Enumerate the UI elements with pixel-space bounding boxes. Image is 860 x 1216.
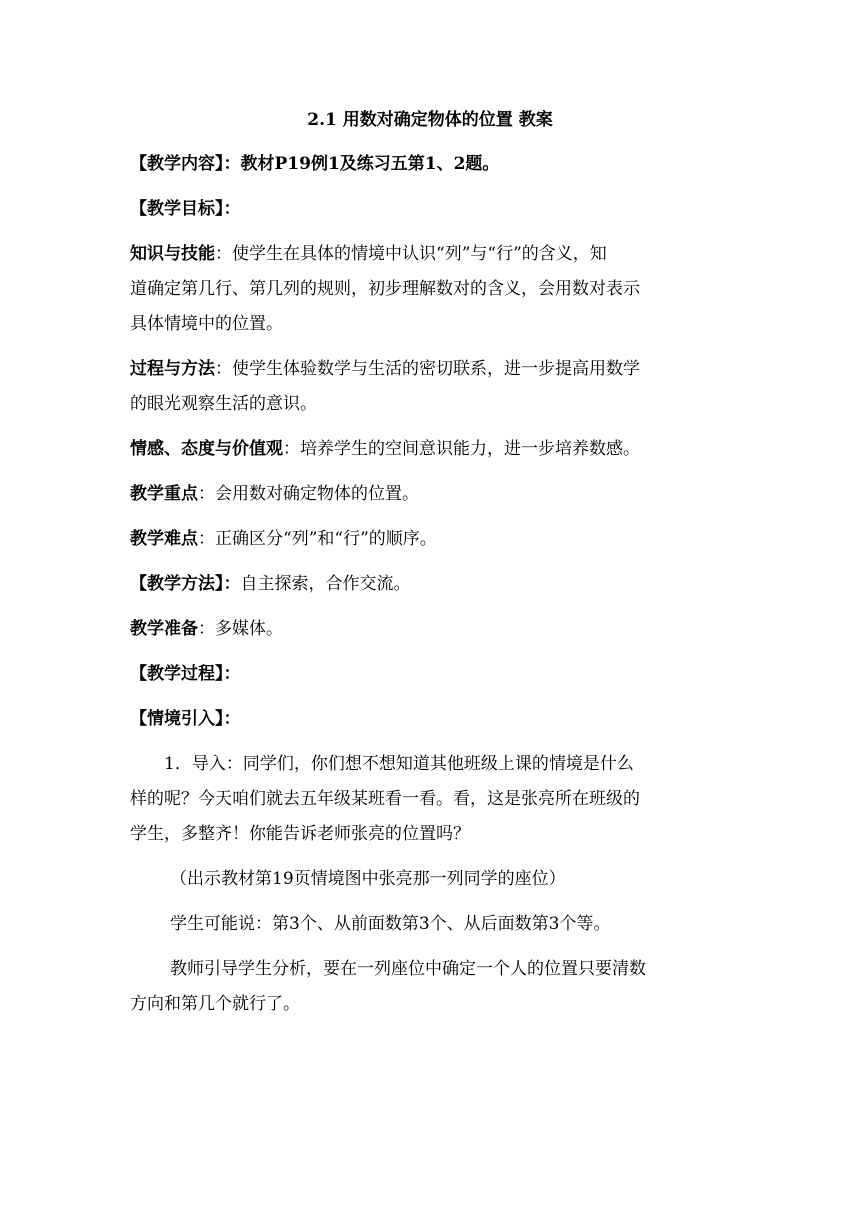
difficulty-label: 教学难点 xyxy=(130,529,198,549)
key-point-text: ：会用数对确定物体的位置。 xyxy=(198,484,419,504)
process-line-1 xyxy=(130,359,730,379)
intro-heading-label: 【情境引入】： xyxy=(130,709,241,729)
preparation-label: 教学准备 xyxy=(130,619,198,639)
intro-heading-row xyxy=(130,709,730,729)
objectives-row xyxy=(130,199,730,219)
knowledge-text-1: ：使学生在具体的情境中认识“列”与“行”的含义，知 xyxy=(215,244,607,264)
process-heading-label: 【教学过程】： xyxy=(130,664,241,684)
show-note: （出示教材第19页情境图中张亮那一列同学的座位） xyxy=(170,869,566,889)
preparation-text: ：多媒体。 xyxy=(198,619,283,639)
teacher-guide-line-2: 方向和第几个就行了。 xyxy=(130,994,300,1014)
attitude-label: 情感、态度与价值观 xyxy=(130,439,283,459)
objectives-label: 【教学目标】： xyxy=(130,199,241,219)
document-title: 2.1 用数对确定物体的位置 教案 xyxy=(307,110,553,130)
intro-line-1: 1．导入：同学们，你们想不想知道其他班级上课的情境是什么 xyxy=(164,754,634,774)
key-point-row xyxy=(130,484,730,504)
knowledge-label: 知识与技能 xyxy=(130,244,215,264)
document-page xyxy=(130,110,730,1014)
content-row xyxy=(130,154,730,174)
content-label: 【教学内容】： xyxy=(130,154,241,174)
method-label: 【教学方法】： xyxy=(130,574,241,594)
process-label: 过程与方法 xyxy=(130,359,215,379)
knowledge-line-2: 道确定第几行、第几列的规则，初步理解数对的含义，会用数对表示 xyxy=(130,279,640,299)
process-line-2: 的眼光观察生活的意识。 xyxy=(130,394,317,414)
method-row xyxy=(130,574,730,594)
knowledge-line-1 xyxy=(130,244,730,264)
attitude-row xyxy=(130,439,730,459)
difficulty-row xyxy=(130,529,730,549)
process-text-1: ：使学生体验数学与生活的密切联系，进一步提高用数学 xyxy=(215,359,640,379)
student-answer: 学生可能说：第3个、从前面数第3个、从后面数第3个等。 xyxy=(170,914,611,934)
process-heading-row xyxy=(130,664,730,684)
difficulty-text: ：正确区分“列”和“行”的顺序。 xyxy=(198,529,437,549)
method-text: 自主探索，合作交流。 xyxy=(240,574,411,594)
content-text: 教材P19例1及练习五第1、2题。 xyxy=(240,154,500,174)
knowledge-line-3: 具体情境中的位置。 xyxy=(130,314,283,334)
preparation-row xyxy=(130,619,730,639)
intro-line-2: 样的呢？今天咱们就去五年级某班看一看。看，这是张亮所在班级的 xyxy=(130,789,640,809)
attitude-text: ：培养学生的空间意识能力，进一步培养数感。 xyxy=(283,439,640,459)
key-point-label: 教学重点 xyxy=(130,484,198,504)
intro-line-3: 学生，多整齐！你能告诉老师张亮的位置吗？ xyxy=(130,824,470,844)
teacher-guide-line-1: 教师引导学生分析，要在一列座位中确定一个人的位置只要清数 xyxy=(170,959,646,979)
